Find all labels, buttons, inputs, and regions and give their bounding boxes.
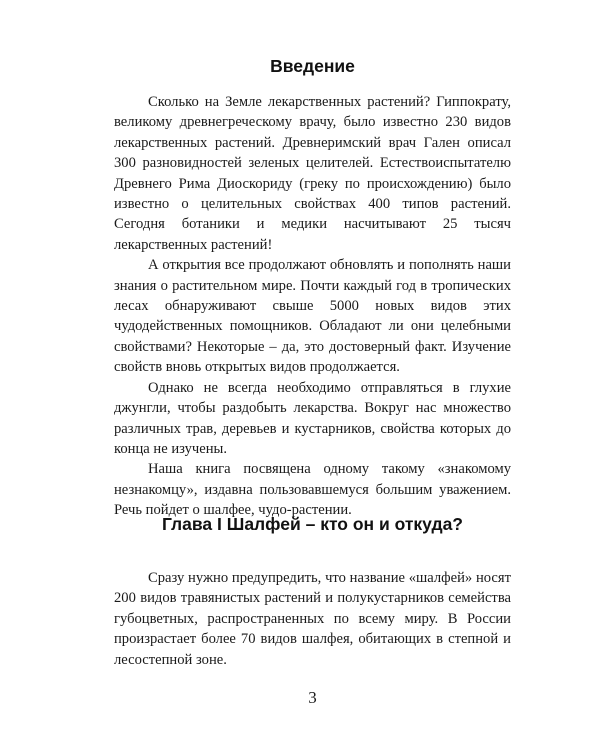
paragraph: Сколько на Земле лекарственных растений? Гиппократу, великому древнегреческому врачу, было известно 230 видов лекарственных растений. Древнеримский врач Гален описал 300 разновидностей зеленых целителей. Естествоиспытателю Древнего Рима Диоскориду (греку по происхождению) было известно о целительных свойствах 400 типов растений. Сегодня ботаники и медики насчитывают 25 тысяч лекарственных растений! [114,94,511,253]
section-title-introduction: Введение [270,56,355,76]
paragraph: Сразу нужно предупредить, что название «шалфей» носят 200 видов травянистых растений и полукустарников семейства губоцветных, распространенных по всему миру. В России произрастает более 70 видов шалфея, обитающих в степной и лесостепной зоне. [114,570,511,668]
paragraph: А открытия все продолжают обновлять и пополнять наши знания о растительном мире. Почти каждый год в тропических лесах обнаруживают свыше 5000 новых видов этих чудодейственных помощников. Обладают ли они целебными свойствами? Некоторые – да, это достоверный факт. Изучение свойств вновь открытых видов продолжается. [114,257,511,376]
introduction-body [114,92,511,521]
page-number: 3 [308,688,317,707]
book-page [114,0,511,750]
chapter-title: Глава I Шалфей – кто он и откуда? [161,514,463,534]
paragraph: Наша книга посвящена одному такому «знакомому незнакомцу», издавна пользовавшемуся большим уважением. Речь пойдет о шалфее, чудо-растении. [114,461,511,519]
chapter-body [114,568,511,670]
paragraph: Однако не всегда необходимо отправляться в глухие джунгли, чтобы раздобыть лекарства. Вокруг нас множество различных трав, деревьев и кустарников, свойства которых до конца не изучены. [114,379,511,457]
